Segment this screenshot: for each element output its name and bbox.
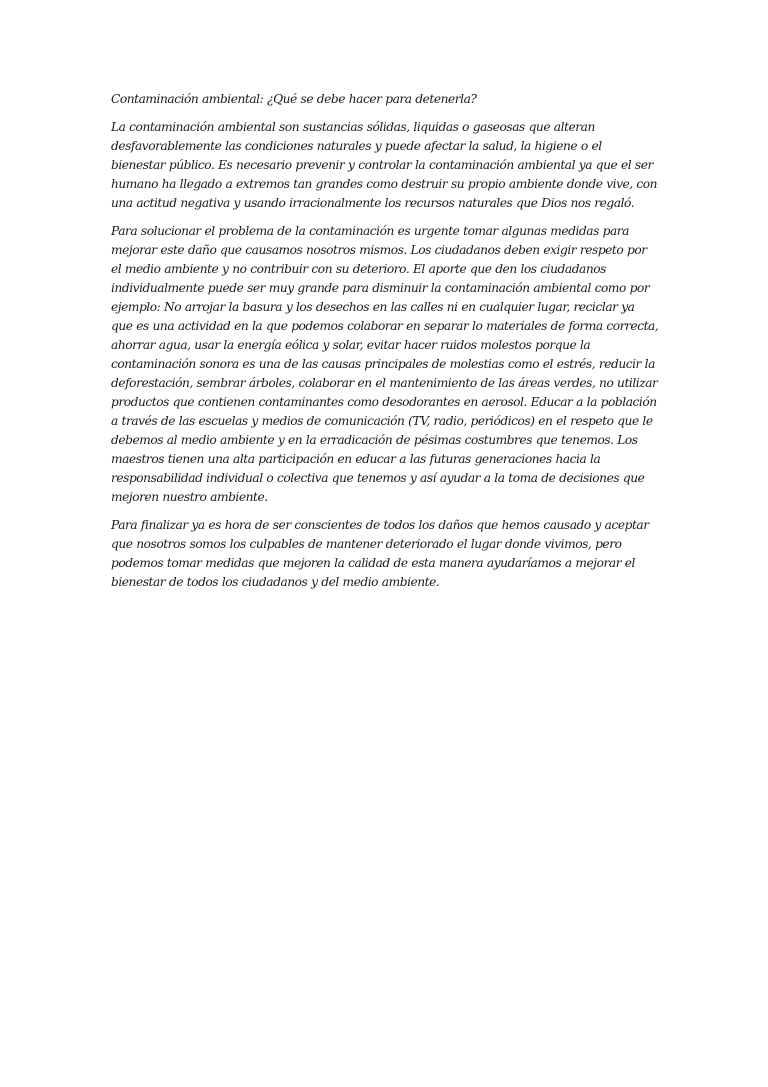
paragraph-introduction: La contaminación ambiental son sustancias sólidas, liquidas o gaseosas que alteran desfavorablemente las condiciones naturales y puede afectar la salud, la higiene o el bienestar público. Es necesario prevenir y controlar la contaminación ambiental ya que el ser humano ha llegado a extremos tan grandes como destruir su propio ambiente donde vive, con una actitud negativa y usando irracionalmente los recursos naturales que Dios nos regaló. — [111, 120, 658, 210]
document-body — [111, 90, 659, 601]
paragraph-solutions: Para solucionar el problema de la contaminación es urgente tomar algunas medidas para mejorar este daño que causamos nosotros mismos. Los ciudadanos deben exigir respeto por el medio ambiente y no contribuir con su deterioro. El aporte que den los ciudadanos individualmente puede ser muy grande para disminuir la contaminación ambiental como por ejemplo: No arrojar la basura y los desechos en las calles ni en cualquier lugar, reciclar ya que es una actividad en la que podemos colaborar en separar lo materiales de forma correcta, ahorrar agua, usar la energía eólica y solar, evitar hacer ruidos molestos porque la contaminación sonora es una de las causas principales de molestias como el estrés, reducir la deforestación, sembrar árboles, colaborar en el mantenimiento de las áreas verdes, no utilizar productos que contienen contaminantes como desodorantes en aerosol. Educar a la población a través de las escuelas y medios de comunicación (TV, radio, periódicos) en el respeto que le debemos al medio ambiente y en la erradicación de pésimas costumbres que tenemos. Los maestros tienen una alta participación en educar a las futuras generaciones hacia la responsabilidad individual o colectiva que tenemos y así ayudar a la toma de decisiones que mejoren nuestro ambiente. — [111, 224, 659, 504]
document-title: Contaminación ambiental: ¿Qué se debe hacer para detenerla? — [111, 92, 477, 106]
paragraph-conclusion: Para finalizar ya es hora de ser conscientes de todos los daños que hemos causado y aceptar que nosotros somos los culpables de mantener deteriorado el lugar donde vivimos, pero podemos tomar medidas que mejoren la calidad de esta manera ayudaríamos a mejorar el bienestar de todos los ciudadanos y del medio ambiente. — [111, 518, 649, 589]
